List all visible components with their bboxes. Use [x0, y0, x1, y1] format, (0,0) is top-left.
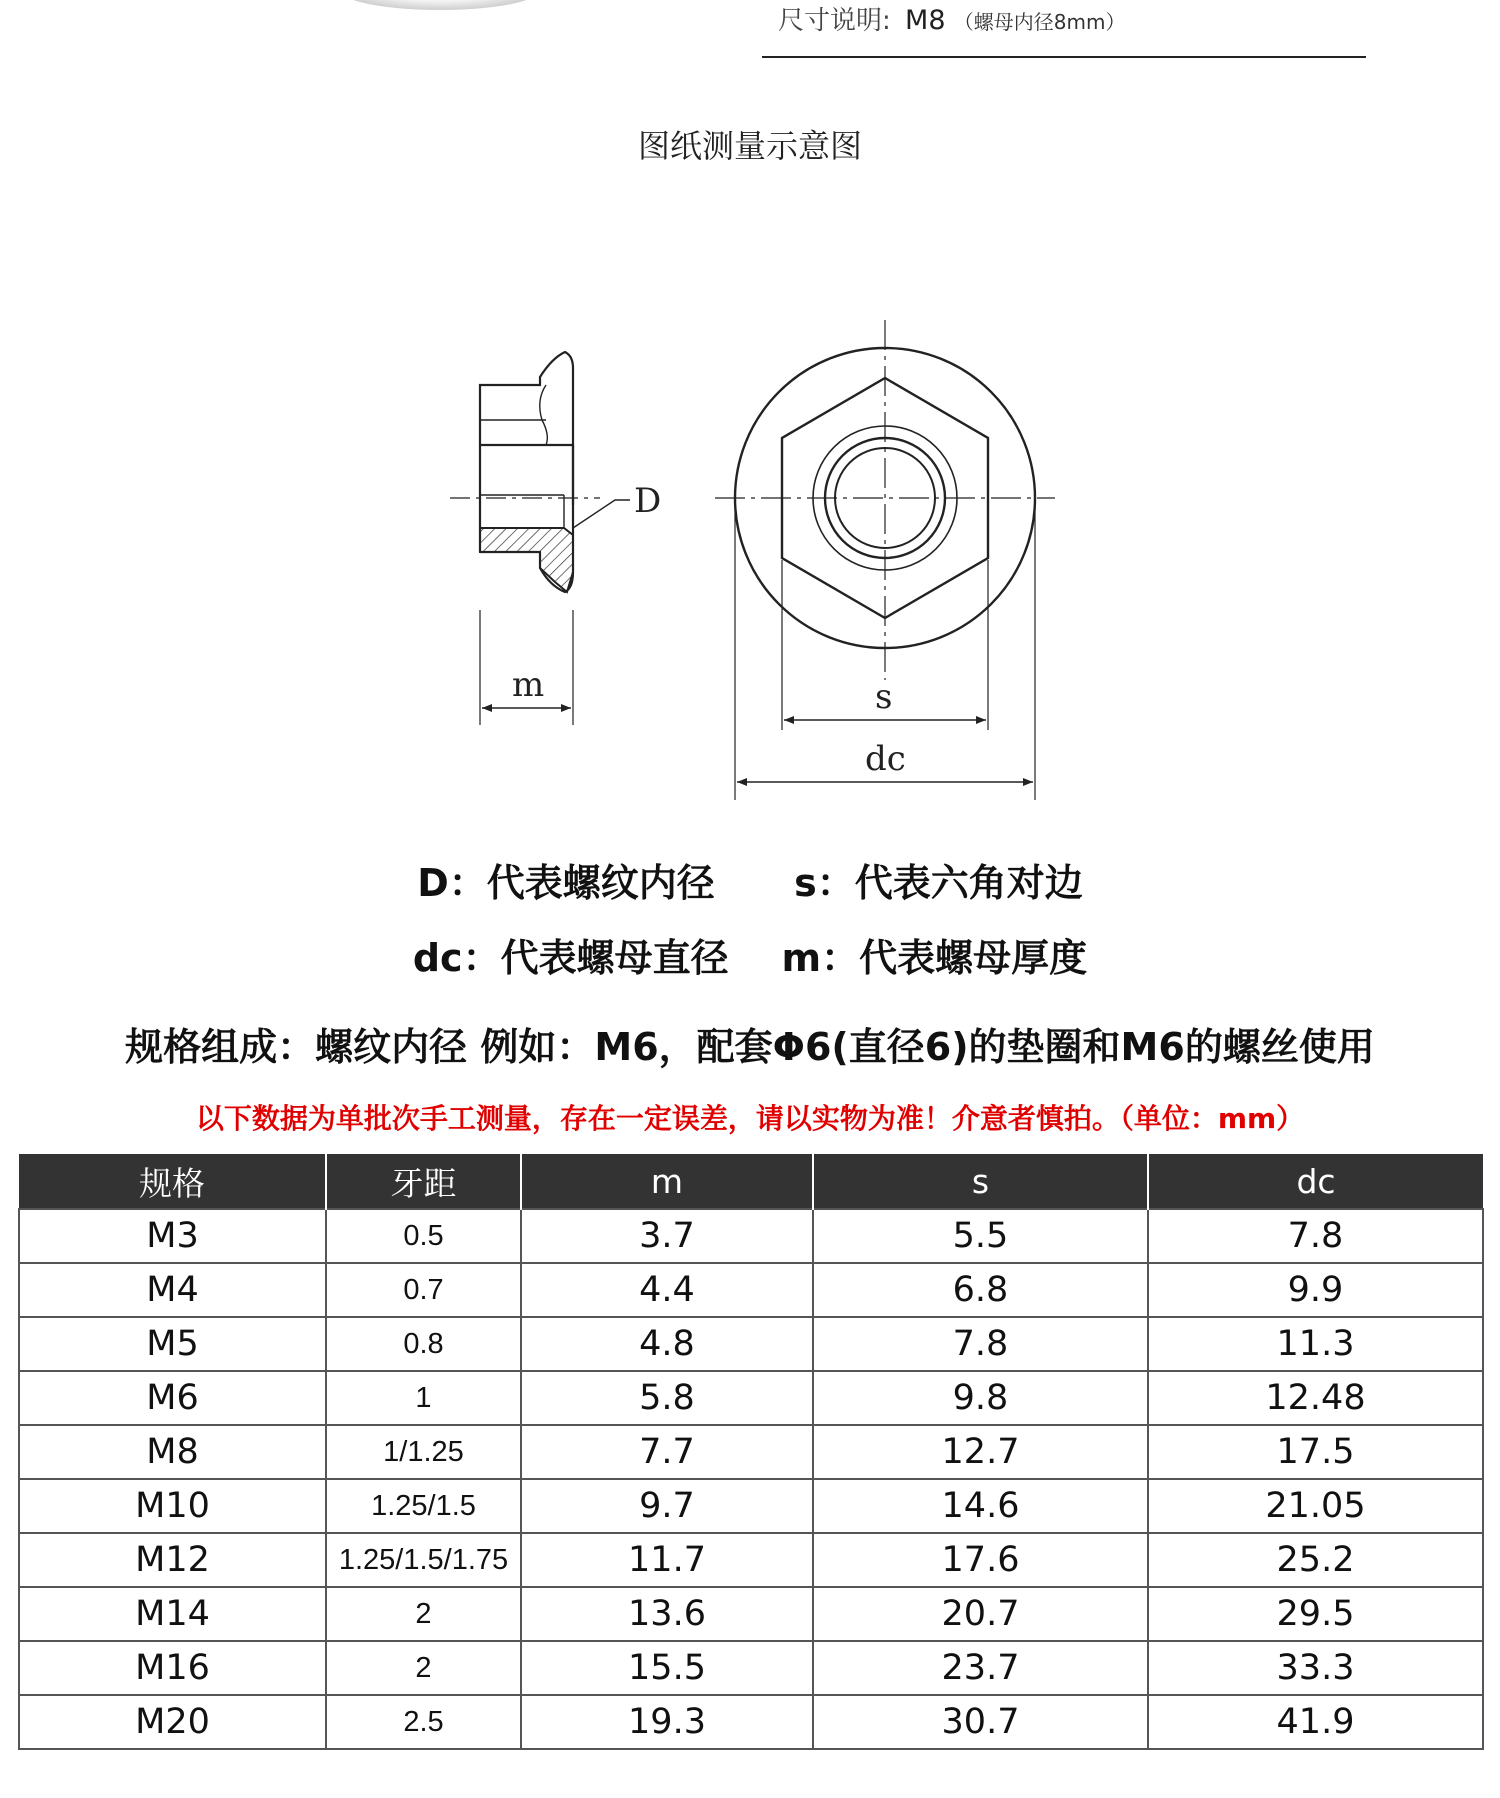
table-row — [19, 1479, 1483, 1533]
size-note-detail: （螺母内径8mm） — [953, 10, 1126, 34]
cell-s: 20.7 — [813, 1587, 1148, 1641]
table-row — [19, 1695, 1483, 1749]
cell-pitch: 1/1.25 — [326, 1425, 521, 1479]
table-header-row — [19, 1154, 1483, 1209]
cell-s: 7.8 — [813, 1317, 1148, 1371]
table-row — [19, 1587, 1483, 1641]
size-note-value: M8 — [905, 5, 946, 36]
divider — [762, 56, 1366, 58]
cell-dc: 11.3 — [1148, 1317, 1483, 1371]
table-row — [19, 1371, 1483, 1425]
cell-dc: 25.2 — [1148, 1533, 1483, 1587]
table-row — [19, 1317, 1483, 1371]
cell-spec: M12 — [19, 1533, 326, 1587]
cell-dc: 17.5 — [1148, 1425, 1483, 1479]
cell-spec: M16 — [19, 1641, 326, 1695]
header-m: m — [521, 1154, 813, 1209]
cell-pitch: 0.7 — [326, 1263, 521, 1317]
cell-spec: M4 — [19, 1263, 326, 1317]
cell-s: 17.6 — [813, 1533, 1148, 1587]
size-note-label: 尺寸说明: — [778, 6, 891, 36]
cell-pitch: 1.25/1.5/1.75 — [326, 1533, 521, 1587]
cell-spec: M8 — [19, 1425, 326, 1479]
cell-dc: 41.9 — [1148, 1695, 1483, 1749]
cell-m: 9.7 — [521, 1479, 813, 1533]
cell-spec: M6 — [19, 1371, 326, 1425]
header-s: s — [813, 1154, 1148, 1209]
legend-row-1 — [0, 852, 1500, 907]
table-row — [19, 1263, 1483, 1317]
cell-m: 19.3 — [521, 1695, 813, 1749]
cell-s: 5.5 — [813, 1209, 1148, 1263]
cell-pitch: 2 — [326, 1641, 521, 1695]
product-photo-edge — [340, 0, 540, 10]
cell-spec: M14 — [19, 1587, 326, 1641]
label-D: D — [634, 481, 662, 521]
cell-pitch: 0.5 — [326, 1209, 521, 1263]
table-row — [19, 1209, 1483, 1263]
table-row — [19, 1533, 1483, 1587]
cell-s: 14.6 — [813, 1479, 1148, 1533]
spec-composition: 规格组成：螺纹内径 例如：M6，配套Φ6(直径6)的垫圈和M6的螺丝使用 — [125, 1025, 1375, 1069]
legend-D: D：代表螺纹内径 — [417, 861, 715, 905]
cell-m: 7.7 — [521, 1425, 813, 1479]
cell-spec: M3 — [19, 1209, 326, 1263]
cell-pitch: 1.25/1.5 — [326, 1479, 521, 1533]
cell-s: 6.8 — [813, 1263, 1148, 1317]
cell-pitch: 1 — [326, 1371, 521, 1425]
cell-dc: 29.5 — [1148, 1587, 1483, 1641]
cell-m: 13.6 — [521, 1587, 813, 1641]
cell-spec: M10 — [19, 1479, 326, 1533]
label-s: s — [875, 677, 893, 717]
cell-dc: 9.9 — [1148, 1263, 1483, 1317]
diagram-caption: 图纸测量示意图 — [637, 127, 862, 165]
cell-m: 4.4 — [521, 1263, 813, 1317]
cell-m: 5.8 — [521, 1371, 813, 1425]
cell-spec: M20 — [19, 1695, 326, 1749]
label-dc: dc — [865, 739, 906, 779]
spec-table — [18, 1154, 1484, 1750]
size-note — [778, 0, 1126, 36]
cell-m: 11.7 — [521, 1533, 813, 1587]
label-m: m — [512, 665, 545, 705]
legend-s: s：代表六角对边 — [794, 861, 1083, 905]
cell-dc: 21.05 — [1148, 1479, 1483, 1533]
cell-pitch: 2 — [326, 1587, 521, 1641]
header-pitch: 牙距 — [326, 1154, 521, 1209]
cell-spec: M5 — [19, 1317, 326, 1371]
cell-s: 9.8 — [813, 1371, 1148, 1425]
cell-m: 4.8 — [521, 1317, 813, 1371]
legend-row-2 — [0, 927, 1500, 982]
cell-dc: 7.8 — [1148, 1209, 1483, 1263]
header-dc: dc — [1148, 1154, 1483, 1209]
cell-dc: 12.48 — [1148, 1371, 1483, 1425]
header-spec: 规格 — [19, 1154, 326, 1209]
cell-s: 12.7 — [813, 1425, 1148, 1479]
legend-dc: dc：代表螺母直径 — [412, 936, 729, 980]
cell-dc: 33.3 — [1148, 1641, 1483, 1695]
cell-pitch: 0.8 — [326, 1317, 521, 1371]
table-row — [19, 1425, 1483, 1479]
legend-m: m：代表螺母厚度 — [781, 936, 1088, 980]
cell-pitch: 2.5 — [326, 1695, 521, 1749]
measurement-warning: 以下数据为单批次手工测量，存在一定误差，请以实物为准！介意者慎拍。（单位：mm） — [195, 1102, 1305, 1135]
cell-m: 3.7 — [521, 1209, 813, 1263]
table-row — [19, 1641, 1483, 1695]
cell-s: 23.7 — [813, 1641, 1148, 1695]
cell-m: 15.5 — [521, 1641, 813, 1695]
cell-s: 30.7 — [813, 1695, 1148, 1749]
flange-nut-drawing — [430, 310, 1070, 810]
